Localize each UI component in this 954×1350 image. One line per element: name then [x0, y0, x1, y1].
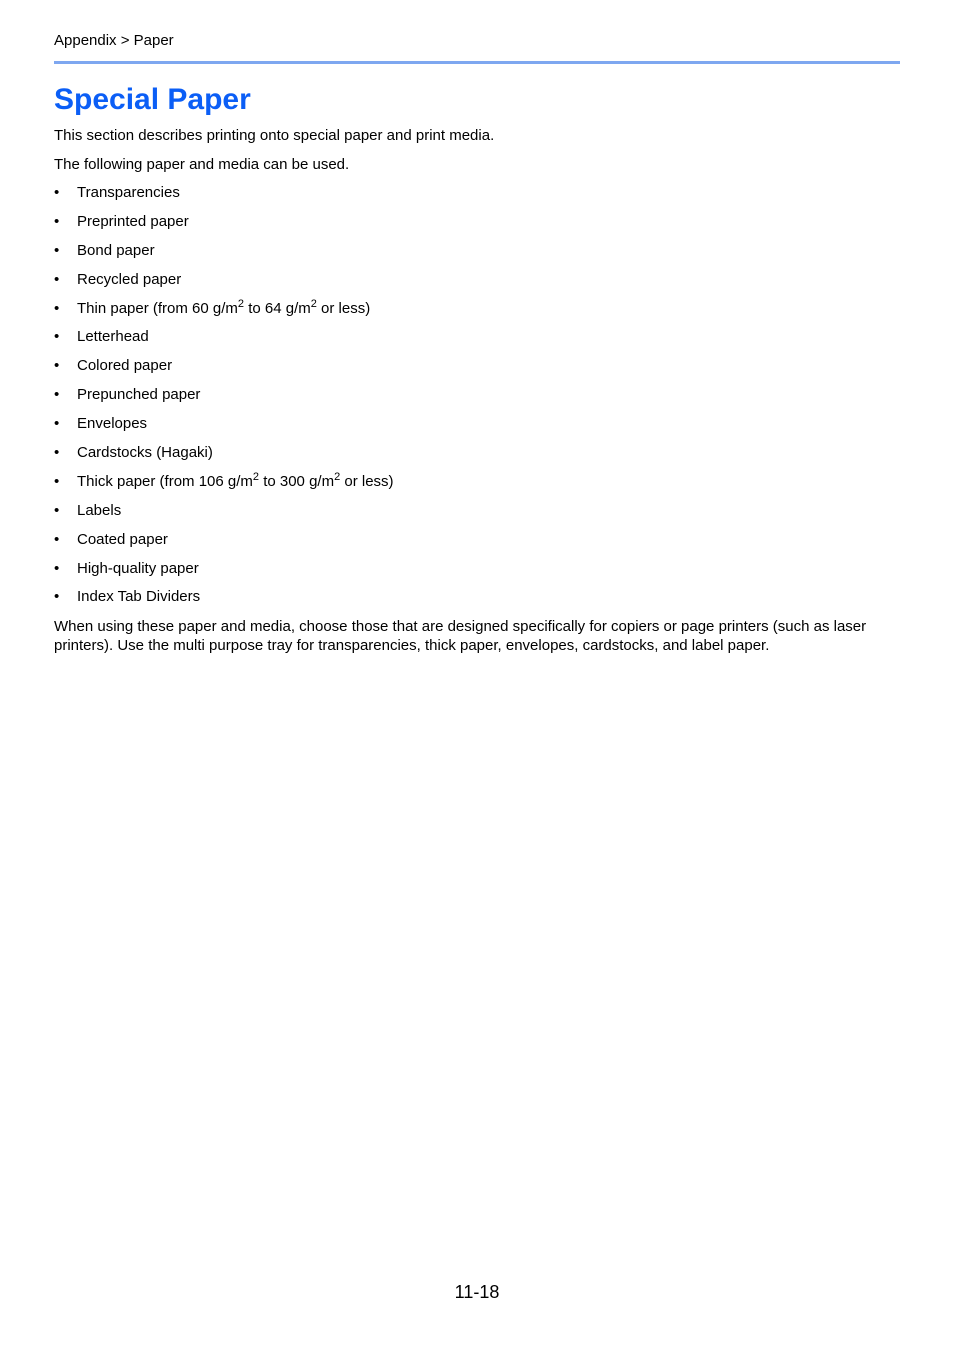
- bullet-icon: •: [54, 241, 60, 259]
- list-item-text: Preprinted paper: [77, 212, 189, 230]
- list-item-text: High-quality paper: [77, 559, 199, 577]
- list-item-text: Colored paper: [77, 357, 173, 375]
- list-item: [54, 299, 394, 328]
- list-item: [54, 327, 394, 356]
- text-segment: or less): [340, 472, 394, 490]
- bullet-icon: •: [54, 328, 60, 346]
- bullet-icon: •: [54, 299, 60, 317]
- bullet-icon: •: [54, 270, 60, 288]
- list-item: [54, 241, 394, 270]
- list-item: [54, 385, 394, 414]
- list-item-text: Labels: [77, 501, 122, 519]
- list-item: [54, 443, 394, 472]
- bullet-icon: •: [54, 415, 60, 433]
- bullet-icon: •: [54, 472, 60, 490]
- bullet-icon: •: [54, 386, 60, 404]
- bullet-icon: •: [54, 530, 60, 548]
- paper-types-list: [54, 183, 394, 616]
- list-item: [54, 356, 394, 385]
- list-item-text: Coated paper: [77, 530, 168, 548]
- list-item-text: Cardstocks (Hagaki): [77, 444, 213, 462]
- page-title: Special Paper: [54, 83, 251, 116]
- list-item: [54, 212, 394, 241]
- list-item: [54, 414, 394, 443]
- list-item: [54, 501, 394, 530]
- closing-paragraph: When using these paper and media, choose those that are designed specifically for copiers or page printers (such as laser printers). Use the multi purpose tray for transparencies, thick paper, envelopes, cardstocks, and label paper.: [54, 618, 867, 654]
- list-item-text: Recycled paper: [77, 270, 182, 288]
- text-segment: to 64 g/m: [244, 299, 311, 317]
- superscript: 2: [237, 297, 245, 310]
- list-item-text: Letterhead: [77, 328, 149, 346]
- text-segment: Thick paper (from 106 g/m: [77, 472, 253, 490]
- list-item: [54, 559, 394, 588]
- bullet-icon: •: [54, 501, 60, 519]
- list-item-text: [77, 470, 394, 490]
- list-intro-paragraph: The following paper and media can be used.: [54, 156, 350, 173]
- breadcrumb: Appendix > Paper: [54, 32, 174, 49]
- header-divider: [54, 61, 900, 64]
- superscript: 2: [310, 297, 317, 310]
- list-item-text: Bond paper: [77, 241, 155, 259]
- superscript: 2: [334, 470, 341, 483]
- page-number: 11-18: [454, 1282, 500, 1302]
- bullet-icon: •: [54, 184, 60, 201]
- text-segment: Thin paper (from 60 g/m: [77, 299, 238, 317]
- list-item-text: Transparencies: [77, 184, 180, 201]
- bullet-icon: •: [54, 444, 60, 462]
- text-segment: or less): [316, 299, 371, 317]
- list-item-text: [77, 297, 371, 317]
- list-item: [54, 472, 394, 501]
- superscript: 2: [252, 470, 260, 483]
- list-item: [54, 587, 394, 616]
- list-item-text: Prepunched paper: [77, 386, 201, 404]
- bullet-icon: •: [54, 212, 60, 230]
- list-item-text: Envelopes: [77, 415, 148, 433]
- bullet-icon: •: [54, 588, 60, 606]
- intro-paragraph: This section describes printing onto special paper and print media.: [54, 127, 495, 144]
- text-segment: to 300 g/m: [259, 472, 335, 490]
- bullet-icon: •: [54, 357, 60, 375]
- list-item: [54, 530, 394, 559]
- list-item-text: Index Tab Dividers: [77, 588, 201, 606]
- bullet-icon: •: [54, 559, 60, 577]
- list-item: [54, 183, 394, 212]
- list-item: [54, 270, 394, 299]
